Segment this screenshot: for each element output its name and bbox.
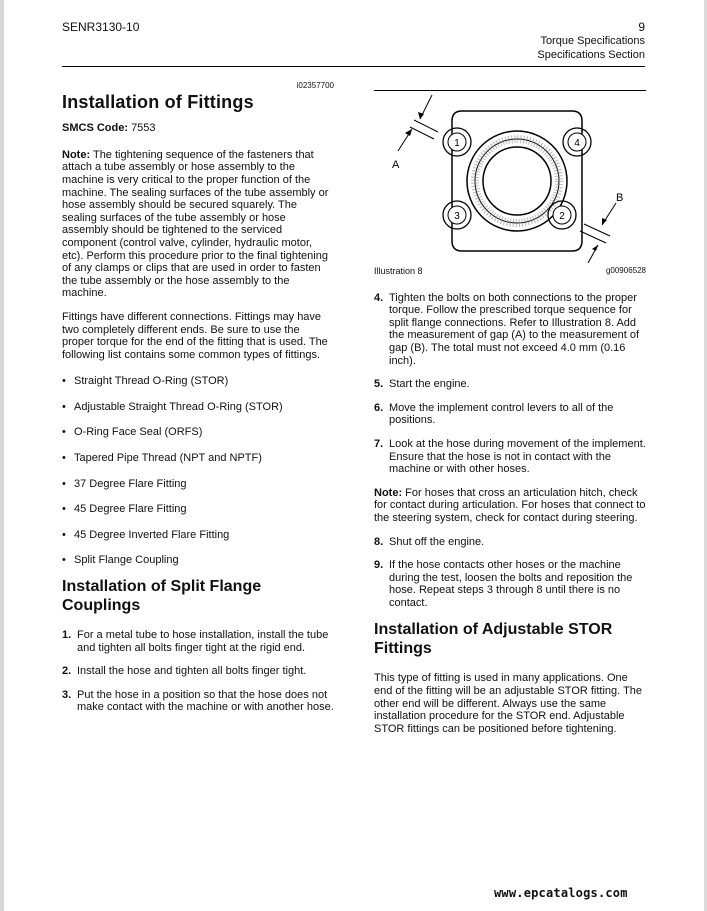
header-rule xyxy=(62,66,645,67)
section-heading-split-flange: Installation of Split Flange Couplings xyxy=(62,578,262,615)
bolt-2 xyxy=(548,201,576,229)
steps-list-final xyxy=(374,536,646,610)
fittings-list xyxy=(62,375,334,567)
gap-a-indicator xyxy=(392,95,438,171)
list-item: 4. Tighten the bolts on both connections to the proper torque. Follow the prescribed torque sequence for split flange connections. Refer to Illustration 8. Add the measurement of gap (A) to the measurement of gap (B). The total must not exceed 4.0 mm (0.16 inch). xyxy=(374,291,640,367)
right-column xyxy=(374,80,646,746)
list-item: • O-Ring Face Seal (ORFS) xyxy=(62,426,334,439)
list-item: • 45 Degree Inverted Flare Fitting xyxy=(62,529,334,542)
list-item: 6. Move the implement control levers to all of the positions. xyxy=(374,401,614,427)
list-item: 7. Look at the hose during movement of the implement. Ensure that the hose is not in contact with the machine or with other hoses. xyxy=(374,437,646,476)
page-title: Installation of Fittings xyxy=(62,91,254,112)
list-item: • 37 Degree Flare Fitting xyxy=(62,478,334,491)
note-label: Note: xyxy=(374,486,403,499)
list-item: 9. If the hose contacts other hoses or the machine during the test, loosen the bolts and reposition the hose. Repeat steps 3 through 8 until there is no contact. xyxy=(374,559,633,609)
page-header-right xyxy=(537,20,645,62)
stor-paragraph: This type of fitting is used in many applications. One end of the fitting will be an adjustable STOR fitting. The other end will be different. Always use the same installation procedure for the STOR end. Adjustable STOR fittings can be positioned before tightening. xyxy=(374,672,643,735)
label-a: A xyxy=(392,159,400,171)
list-item: • Adjustable Straight Thread O-Ring (STOR) xyxy=(62,401,334,414)
list-item: • Tapered Pipe Thread (NPT and NPTF) xyxy=(62,452,334,465)
list-item: • 45 Degree Flare Fitting xyxy=(62,503,334,516)
smcs-value: 7553 xyxy=(131,122,156,135)
section-title: Torque Specifications xyxy=(540,35,645,47)
smcs-label: SMCS Code: xyxy=(62,122,128,135)
svg-text:2: 2 xyxy=(559,211,565,222)
list-item: • Straight Thread O-Ring (STOR) xyxy=(62,375,334,388)
list-item: 1. For a metal tube to hose installation, install the tube and tighten all bolts finger tight at the rigid end. xyxy=(62,629,329,654)
illustration-label: Illustration 8 xyxy=(374,266,423,276)
gap-b-indicator xyxy=(580,192,623,263)
note-text: The tightening sequence of the fasteners that attach a tube assembly or hose assembly to the machine is very critical to the proper function of the machine. The sealing surfaces of the tube assembly or hose assembly should be secured squarely. The sealing surfaces of the tube assembly or hose assembly should be tightened to the serviced component (control valve, cylinder, hydraulic motor, etc). Perform this procedure prior to the final tightening of any clamps or clips that are used in order to fasten the tube assembly or the hose assembly to the machine. xyxy=(62,148,329,300)
left-column xyxy=(62,80,334,725)
list-item: 2. Install the hose and tighten all bolts finger tight. xyxy=(62,665,307,678)
articulation-note: Note: For hoses that cross an articulation hitch, check for contact during articulation. For hoses that connect to the steering system, check for contact during steering. xyxy=(374,486,646,524)
note-paragraph xyxy=(62,149,334,300)
note-label: Note: xyxy=(62,148,91,161)
section-subtitle: Specifications Section xyxy=(537,49,645,61)
footer-url[interactable]: www.epcatalogs.com xyxy=(494,886,628,900)
bolt-1 xyxy=(443,128,471,156)
smcs-code xyxy=(62,122,334,135)
illustration-caption xyxy=(374,265,646,278)
list-item: 3. Put the hose in a position so that the hose does not make contact with the machine or with another hose. xyxy=(62,688,334,714)
bolt-4 xyxy=(563,128,591,156)
illustration-8 xyxy=(374,91,646,263)
intro-paragraph: Fittings have different connections. Fittings may have two completely different ends. Be sure to use the proper torque for the end of the fitting that is used. The following list contains some common types of fittings. xyxy=(62,310,328,361)
page-number: 9 xyxy=(638,20,645,34)
svg-text:4: 4 xyxy=(574,138,580,149)
label-b: B xyxy=(616,192,624,204)
svg-text:3: 3 xyxy=(454,211,460,222)
graphic-id: g00906528 xyxy=(605,266,646,275)
steps-list xyxy=(62,629,334,714)
svg-text:1: 1 xyxy=(454,138,460,149)
list-item: 8. Shut off the engine. xyxy=(374,535,485,548)
doc-id: i02357700 xyxy=(296,81,334,90)
bolt-3 xyxy=(443,201,471,229)
doc-number: SENR3130-10 xyxy=(62,20,140,34)
split-flange-diagram xyxy=(374,91,646,263)
steps-list-continued xyxy=(374,292,646,476)
list-item: • Split Flange Coupling xyxy=(62,554,334,567)
page-edge-left xyxy=(0,0,4,911)
list-item: 5. Start the engine. xyxy=(374,378,470,391)
section-heading-stor: Installation of Adjustable STOR Fittings xyxy=(374,621,613,658)
